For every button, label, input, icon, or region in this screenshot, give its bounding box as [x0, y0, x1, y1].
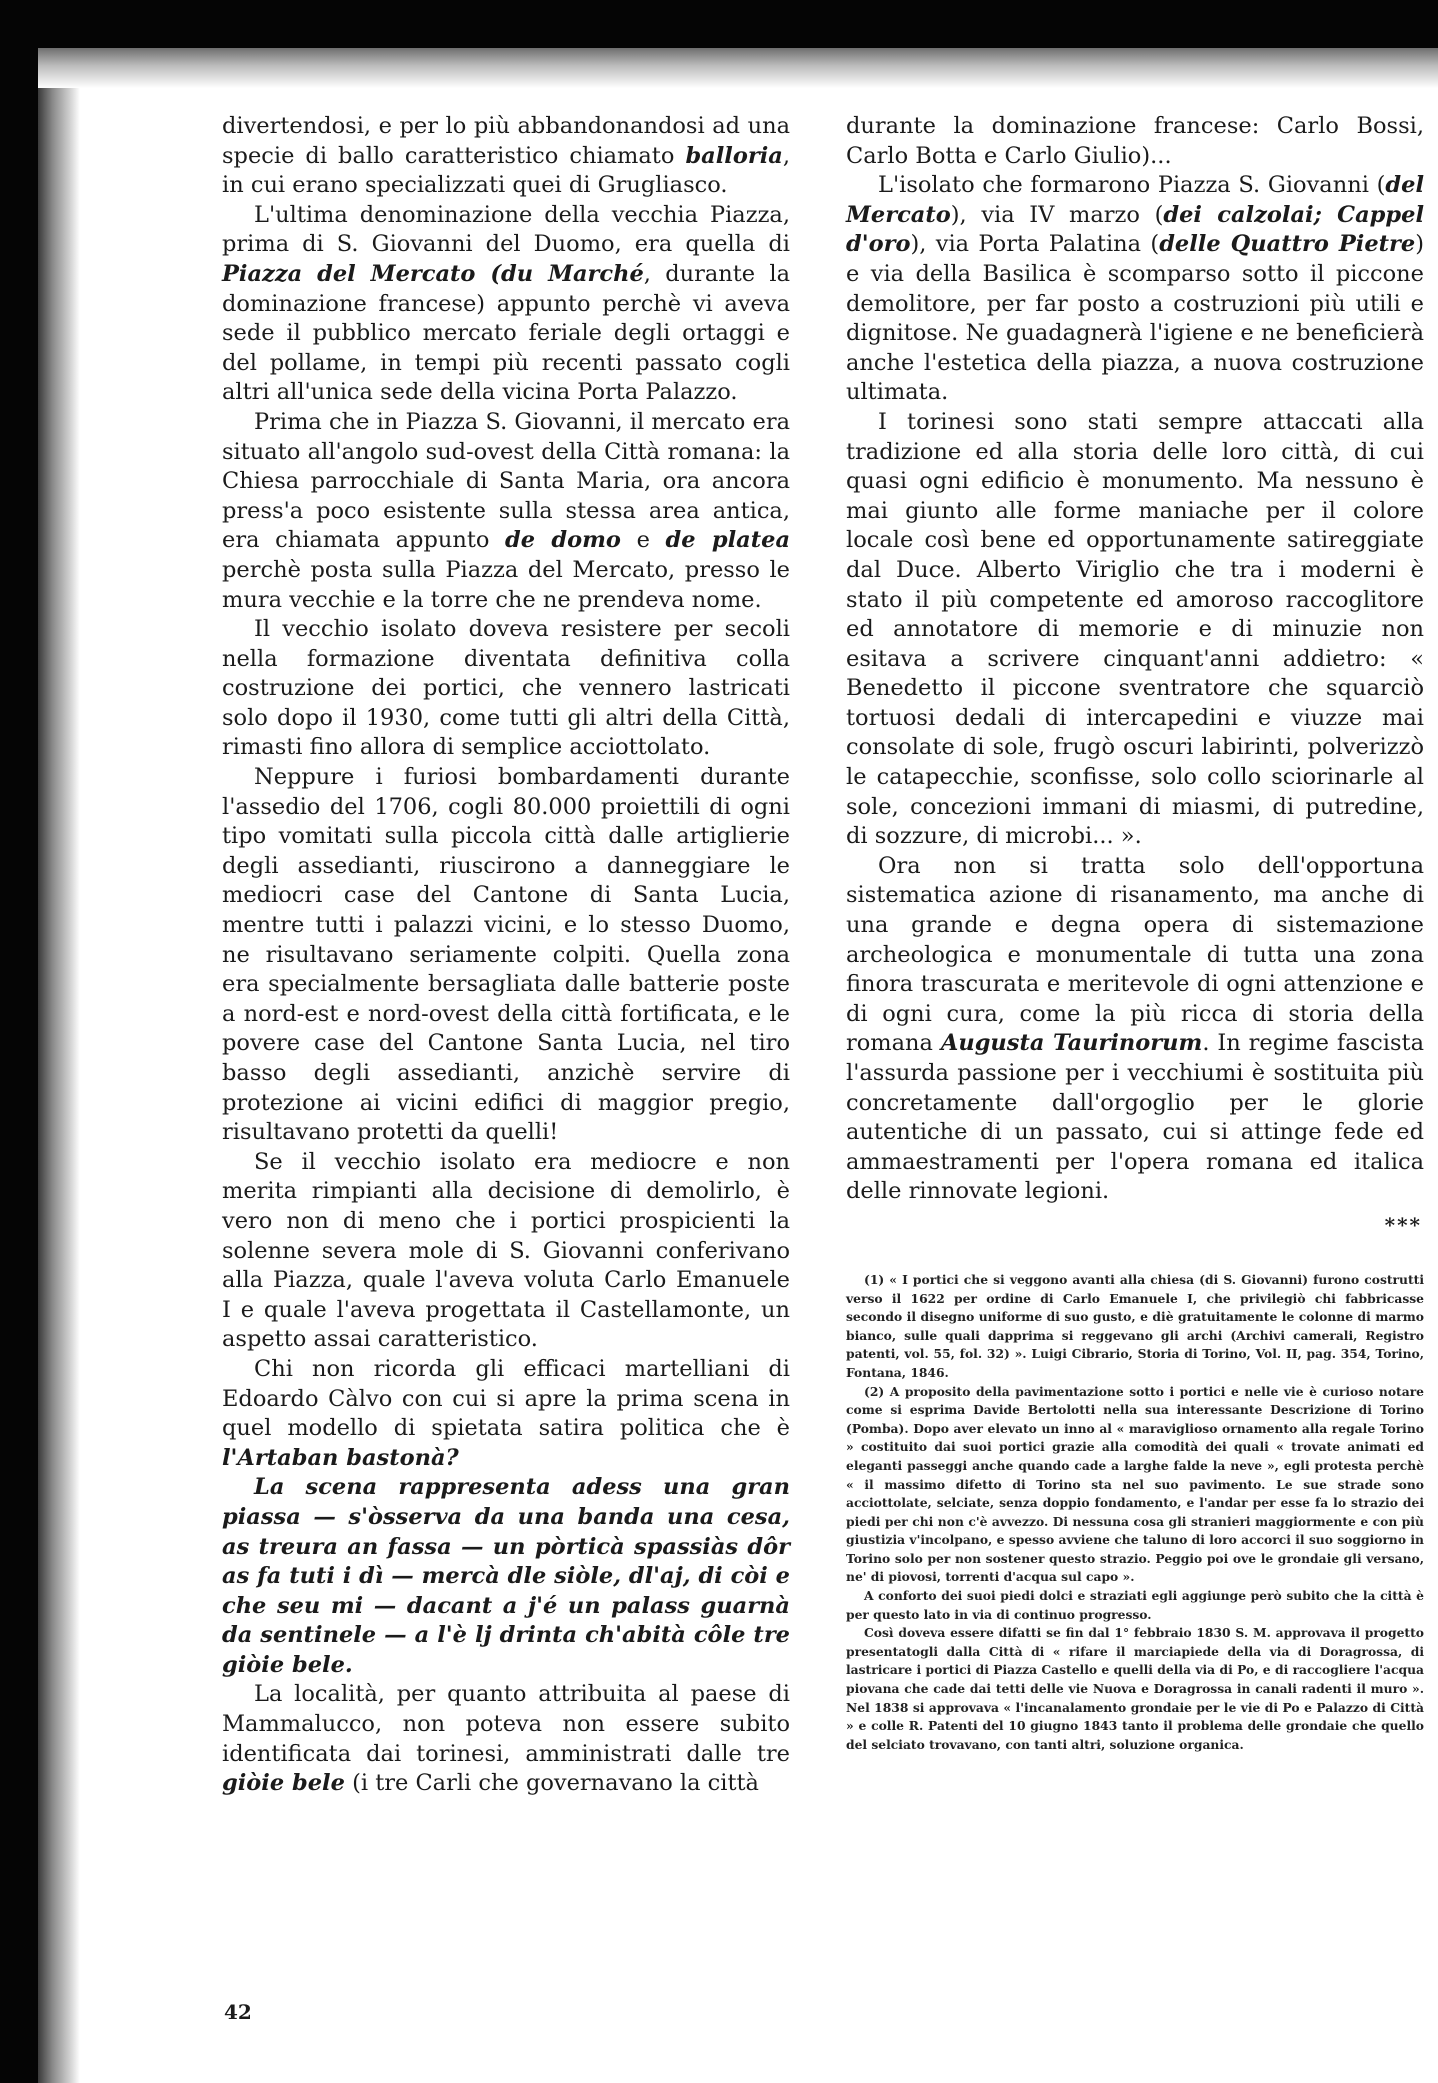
paragraph: L'isolato che formarono Piazza S. Giovanni (del Mercato), via IV marzo (dei calzolai; Cappel d'oro), via Porta Palatina (delle Quattro Pietre) e via della Basilica è scomparso sotto il piccone demolitore, per far posto a costruzioni più utili e dignitose. Ne guadagnerà l'igiene e ne beneficierà anche l'estetica della piazza, a nuova costruzione ultimata. [846, 172, 1425, 406]
paragraph: durante la dominazione francese: Carlo Bossi, Carlo Botta e Carlo Giulio)... [846, 113, 1424, 169]
page-number: 42 [224, 2000, 252, 2024]
paragraph: I torinesi sono stati sempre attaccati alla tradizione ed alla storia delle loro città, di cui quasi ogni edificio è monumento. Ma nessuno è mai giunto alle forme maniache per il colore locale così bene ed opportunamente satireggiate dal Duce. Alberto Viriglio che tra i moderni è stato il più competente ed amoroso raccoglitore ed annotatore di memorie e di minuzie non esitava a scrivere cinquant'anni addietro: « Benedetto il piccone sventratore che squarciò tortuosi dedali di intercapedini e viuzze mai consolate di sole, frugò oscuri labirinti, polverizzò le catapecchie, sconfisse, solo collo sciorinarle al sole, concezioni immani di miasmi, di putredine, di sozzure, di microbi... ». [846, 408, 1424, 850]
paragraph: Prima che in Piazza S. Giovanni, il mercato era situato all'angolo sud-ovest della Città romana: la Chiesa parrocchiale di Santa Maria, ora ancora press'a poco esistente sulla stessa area antica, era chiamata appunto de domo e de platea perchè posta sulla Piazza del Mercato, presso le mura vecchie e la torre che ne prendeva nome. [222, 408, 791, 613]
footnote: (1) « I portici che si veggono avanti alla chiesa (di S. Giovanni) furono costrutti verso il 1622 per ordine di Carlo Emanuele I, che privilegiò chi fabbricasse secondo il disegno uniforme di suo gusto, e diè gratuitamente le colonne di marmo bianco, sulle quali dapprima si reggevano gli archi (Archivi camerali, Registro patenti, vol. 55, fol. 32) ». Luigi Cibrario, Storia di Torino, Vol. II, pag. 354, Torino, Fontana, 1846. [846, 1271, 1424, 1380]
paragraph: La località, per quanto attribuita al paese di Mammalucco, non poteva non essere subito identificata dai torinesi, amministrati dalle tre giòie bele (i tre Carli che governavano la città [222, 1681, 790, 1797]
paragraph: L'ultima denominazione della vecchia Piazza, prima di S. Giovanni del Duomo, era quella di Piazza del Mercato (du Marché, durante la dominazione francese) appunto perchè vi aveva sede il pubblico mercato feriale degli ortaggi e del pollame, in tempi più recenti passato cogli altri all'unica sede della vicina Porta Palazzo. [222, 201, 790, 406]
footnote: Così doveva essere difatti se fin dal 1° febbraio 1830 S. M. approvava il progetto presentatogli dalla Città di « rifare il marciapiede della via di Doragrossa, di lastricare i portici di Piazza Castello e quelli della via di Po, e di raccogliere l'acqua piovana che cade dai tetti delle vie Nuova e Doragrossa in canali radenti il muro ». Nel 1838 si approvava « l'incanalamento grondaie per le vie di Po e Palazzo di Città » e colle R. Patenti del 10 giugno 1843 tanto il problema delle grondaie che quello del selciato trovavano, con tanti altri, soluzione organica. [846, 1625, 1424, 1752]
paragraph: Se il vecchio isolato era mediocre e non merita rimpianti alla decisione di demolirlo, è vero non di meno che i portici prospicienti la solenne severa mole di S. Giovanni conferivano alla Piazza, quale l'aveva voluta Carlo Emanuele I e quale l'aveva progettata il Castellamonte, un aspetto assai caratteristico. [222, 1148, 790, 1353]
scan-left-border [0, 0, 38, 2083]
paragraph: divertendosi, e per lo più abbandonandosi ad una specie di ballo caratteristico chiamato balloria, in cui erano specializzati quei di Grugliasco. [222, 113, 790, 199]
paragraph: Ora non si tratta solo dell'opportuna sistematica azione di risanamento, ma anche di una grande e degna opera di sistemazione archeologica e monumentale di tutta una zona finora trascurata e meritevole di ogni attenzione e di ogni cura, come la più ricca di storia della romana Augusta Taurinorum. In regime fascista l'assurda passione per i vecchiumi è sostituita più concretamente dall'orgoglio per le glorie autentiche di un passato, cui si attinge fede ed ammaestramenti per l'opera romana ed italica delle rinnovate legioni. [846, 852, 1424, 1205]
paragraph: Chi non ricorda gli efficaci martelliani di Edoardo Càlvo con cui si apre la prima scena in quel modello di spietata satira politica che è l'Artaban bastonà? [222, 1355, 790, 1471]
right-column [846, 112, 1424, 1754]
page-gutter-shadow [38, 48, 80, 2083]
scan-top-border [0, 0, 1438, 48]
dialect-quote: La scena rappresenta adess una gran piassa — s'òsserva da una banda una cesa, as treura an fassa — un pòrticà spassiàs dôr as fa tuti i dì — mercà dle siòle, dl'aj, di còi e che seu mi — dacant a j'é un palass guarnà da sentinele — a l'è lj drinta ch'abità côle tre giòie bele. [222, 1474, 790, 1678]
page-top-shadow [38, 48, 1438, 88]
section-separator: *** [1384, 1212, 1422, 1237]
left-column [222, 112, 790, 1799]
footnote: (2) A proposito della pavimentazione sotto i portici e nelle vie è curioso notare come si esprima Davide Bertolotti nella sua interessante Descrizione di Torino (Pomba). Dopo aver elevato un inno al « maraviglioso ornamento alla regale Torino » costituito dai suoi portici grazie alla comodità dei quali « trovate animati ed eleganti passeggi anche quando cade a larghe falde la neve », egli protesta perchè « il massimo difetto di Torino sta nel suo pavimento. Le sue strade sono acciottolate, selciate, senza doppio fondamento, e l'andar per esse fa lo strazio dei piedi per chi non c'è avvezzo. Di nessuna cosa gli stranieri maggiormente e con più giustizia v'incolpano, e spesso avviene che taluno di loro accorci il suo soggiorno in Torino solo per non sostener questo strazio. Peggio poi ove le grondaie gli versano, ne' di piovosi, torrenti d'acqua sul capo ». [846, 1383, 1424, 1585]
paragraph: Neppure i furiosi bombardamenti durante l'assedio del 1706, cogli 80.000 proiettili di ogni tipo vomitati sulla piccola città dalle artiglierie degli assedianti, riuscirono a danneggiare le mediocri case del Cantone di Santa Lucia, mentre tutti i palazzi vicini, e lo stesso Duomo, ne risultavano seriamente colpiti. Quella zona era specialmente bersagliata dalle batterie poste a nord-est e nord-ovest della città fortificata, e le povere case del Cantone Santa Lucia, nel tiro basso degli assedianti, anzichè servire di protezione ai vicini edifici di maggior pregio, risultavano protetti da quelli! [222, 764, 790, 1146]
footnote: A conforto dei suoi piedi dolci e straziati egli aggiunge però subito che la città è per questo lato in via di continuo progresso. [846, 1588, 1424, 1622]
paragraph: Il vecchio isolato doveva resistere per secoli nella formazione diventata definitiva colla costruzione dei portici, che vennero lastricati solo dopo il 1930, come tutti gli altri della Città, rimasti fino allora di semplice acciottolato. [222, 616, 790, 761]
